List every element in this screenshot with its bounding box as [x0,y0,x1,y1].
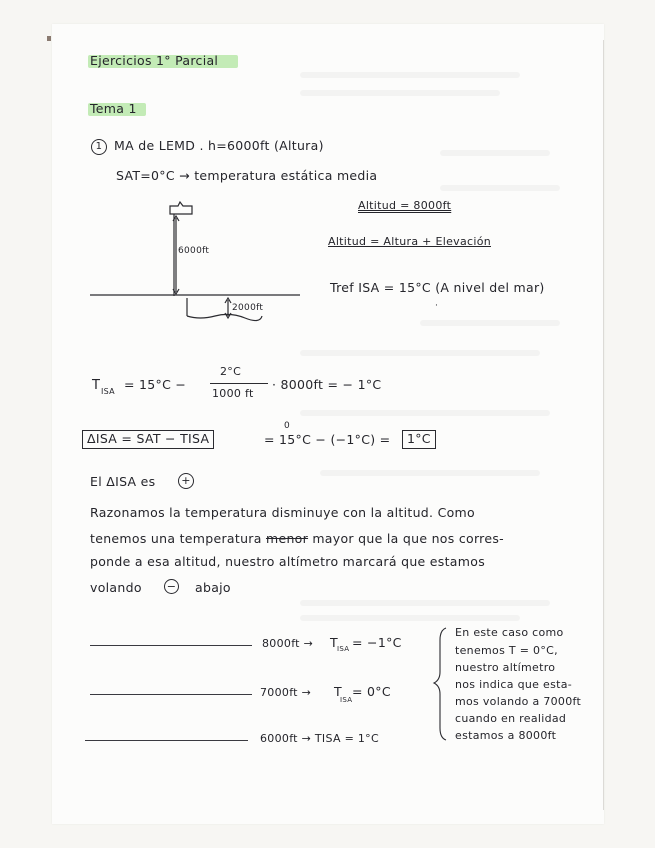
reasoning-line-2b: mayor que la que nos corres- [308,531,504,546]
negative-circle: − [164,579,179,594]
tisa-rhs-b: · 8000ft = − 1°C [272,377,382,392]
tisa-rhs-a: = 15°C − [124,377,187,392]
reasoning-line-4b: abajo [195,580,231,595]
page-title: Ejercicios 1° Parcial [90,53,219,68]
altitud-value: Altitud = 8000ft [358,199,452,212]
reasoning-line-1: Razonamos la temperatura disminuye con la altitud. Como [90,505,475,520]
struck-word: menor [265,531,309,546]
tisa-subscript: ISA [101,387,115,396]
disa-result: 1°C [402,430,436,449]
disa-formula: ΔISA = SAT − TISA [82,430,214,449]
note-line: mos volando a 7000ft [455,695,582,708]
scale-7000-t: T [334,684,342,699]
scale-7000-sub: ISA [340,696,353,704]
note-line: En este caso como [455,626,564,639]
fraction-denominator: 1000 ft [212,387,254,400]
scale-8000-sub: ISA [337,645,350,653]
tref-isa: Tref ISA = 15°C (A nivel del mar) [330,280,545,295]
reasoning-line-2a: tenemos una temperatura [90,531,266,546]
tisa-symbol: T [92,378,101,393]
disa-sign-line: El ΔISA es [90,474,156,489]
exercise-number: 1 [91,139,107,155]
height-label: 6000ft [178,246,210,256]
note-line: nos indica que esta- [455,678,573,691]
note-line: tenemos T = 0°C, [455,644,558,657]
fraction-numerator: 2°C [220,365,242,378]
note-line: estamos a 8000ft [455,729,557,742]
stray-dot: · [435,301,439,311]
scale-7000-b: = 0°C [352,684,391,699]
elevation-label: 2000ft [232,303,264,313]
positive-circle: + [178,473,194,489]
topic-title: Tema 1 [90,101,137,116]
reasoning-line-3: ponde a esa altitud, nuestro altímetro marcará que estamos [90,554,486,569]
altitud-formula: Altitud = Altura + Elevación [328,235,491,248]
scale-8000-b: = −1°C [352,635,402,650]
scale-8000-t: T [330,635,338,650]
exercise-statement: MA de LEMD . h=6000ft (Altura) [114,138,324,153]
note-line: nuestro altímetro [455,661,556,674]
reasoning-line-4a: volando [90,580,142,595]
sat-definition: SAT=0°C → temperatura estática media [116,168,378,183]
scale-6000: 6000ft → TISA = 1°C [260,732,379,745]
disa-middle: = 15°C − (−1°C) = [264,432,391,447]
note-line: cuando en realidad [455,712,567,725]
scale-8000-a: 8000ft → [262,637,314,650]
scale-7000-a: 7000ft → [260,686,312,699]
disa-zero: 0 [284,421,291,431]
